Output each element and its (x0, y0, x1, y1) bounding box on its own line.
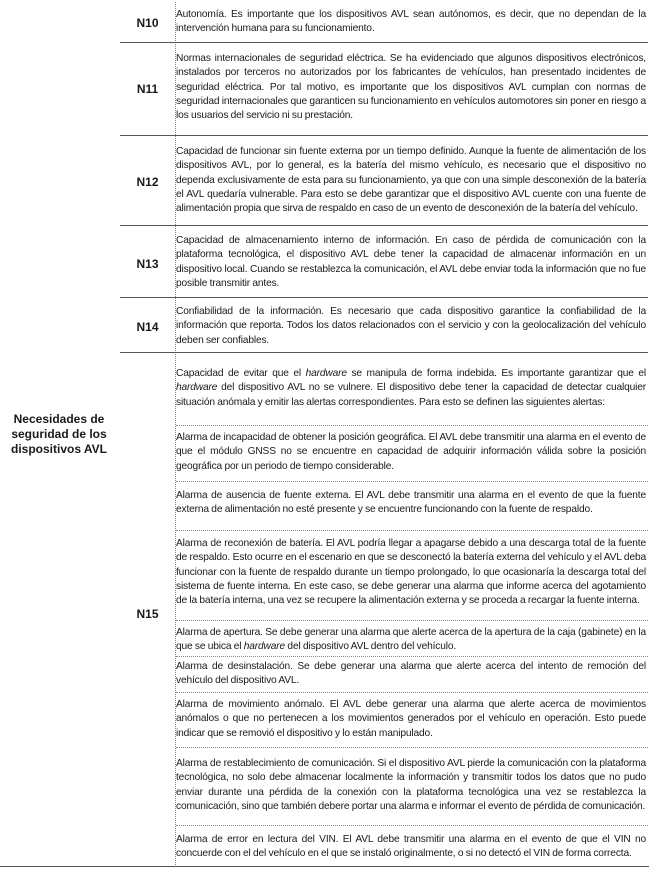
alarm-divider (176, 747, 648, 748)
row-code-n10: N10 (136, 16, 159, 30)
alarm-divider (176, 425, 648, 426)
alarm-gnss: Alarma de incapacidad de obtener la posición geográfica. El AVL debe transmitir una alarma en el evento de que el módulo GNSS no se encuentre en capacidad de adquirir información válida sobre la posición geográfica por un periodo de tiempo considerable. (176, 432, 646, 472)
row-text-n11: Normas internacionales de seguridad eléctrica. Se ha evidenciado que algunos dispositivos electrónicos, instalados por terceros no autorizados por los fabricantes de vehículos, han presentado incidentes de seguridad eléctrica. Por tal motivo, es importante que los dispositivos AVL cumplan con normas de seguridad internacionales que garanticen su funcionamiento en vehículos automotores sin poner en riesgo a los usuarios del servicio ni su prestación. (176, 53, 646, 122)
row-divider (120, 225, 648, 226)
row-text-n14: Confiabilidad de la información. Es necesario que cada dispositivo garantice la confiabilidad de la información que reporta. Todos los datos relacionados con el servicio y con la geolocalización del vehículo deben ser confiables. (176, 306, 646, 346)
row-code-n13: N13 (136, 257, 159, 271)
row-text-n12: Capacidad de funcionar sin fuente externa por un tiempo definido. Aunque la fuente de alimentación de los dispositivos AVL, por lo general, es la batería del mismo vehículo, es necesario que el dispositivo no dependa exclusivamente de esta para su funcionamiento, ya que con una simple desconexión de la batería el AVL quedaría vulnerable. Para esto se debe garantizar que el dispositivo AVL cuente con una fuente de alimentación propia que sirva de respaldo en caso de un evento de desconexión de la batería del vehículo. (176, 146, 646, 215)
category-line-2: seguridad de los (11, 427, 107, 441)
row-code-n12: N12 (136, 175, 159, 189)
alarm-divider (176, 825, 648, 826)
alarm-communication-restore: Alarma de restablecimiento de comunicación. Si el dispositivo AVL pierde la comunicación con la plataforma tecnológica, no solo debe almacenar localmente la información y transmitir todos los datos que no pudo enviar durante una pérdida de la conexión con la plataforma tecnológica una vez se restablezca la comunicación, sino que también debere portar una alarma e informar el evento de pérdida de comunicación. (176, 758, 646, 812)
category-line-3: dispositivos AVL (10, 442, 107, 456)
alarm-divider (176, 481, 648, 482)
category-line-1: Necesidades de (13, 412, 105, 426)
row-divider (120, 297, 648, 298)
alarm-divider (176, 530, 648, 531)
alarm-battery-reconnect: Alarma de reconexión de batería. El AVL podría llegar a apagarse debido a una descarga total de la fuente de respaldo. Esto ocurre en el escenario en que se desconectó la batería externa del vehículo y el AVL deba funcionar con la fuente de respaldo durante un tiempo prolongado, lo que ocasionaría la descarga total del sistema de fuente interna. En este caso, se debe generar una alarma que informe acerca del agotamiento de la batería interna, una vez se recupere la alimentación externa y se proceda a recargar la fuente interna. (176, 538, 646, 607)
row-code-n15: N15 (136, 607, 159, 621)
category-label (0, 412, 118, 457)
alarm-divider (176, 620, 648, 621)
alarm-external-power: Alarma de ausencia de fuente externa. El AVL debe transmitir una alarma en el evento de que la fuente externa de alimentación no esté presente y se encuentre funcionando con la fuente de respaldo. (176, 490, 646, 516)
row-divider (120, 42, 648, 43)
table-bottom-border (0, 866, 649, 867)
n15-intro: Capacidad de evitar que el hardware se manipula de forma indebida. Es importante garantizar que el hardware del dispositivo AVL no se vulnere. El dispositivo debe tener la capacidad de detectar cualquier situación anómala y emitir las alertas correspondientes. Para esto se definen las siguientes alertas: (176, 368, 647, 408)
alarm-opening: Alarma de apertura. Se debe generar una alarma que alerte acerca de la apertura de la caja (gabinete) en la que se ubica el hardware del dispositivo AVL dentro del vehículo. (176, 627, 646, 653)
row-code-n11: N11 (136, 82, 159, 96)
alarm-anomalous-movement: Alarma de movimiento anómalo. El AVL debe generar una alarma que alerte acerca de movimientos anómalos o que no pertenecen a los movimientos generados por el vehículo en operación. Esto puede indicar que se removió el dispositivo y lo están manipulado. (176, 699, 646, 739)
row-text-n13: Capacidad de almacenamiento interno de información. En caso de pérdida de comunicación con la plataforma tecnológica, el dispositivo AVL debe tener la capacidad de almacenar información en un dispositivo local. Cuando se restablezca la comunicación, el AVL debe enviar toda la información que no fue posible transmitir antes. (176, 235, 646, 289)
alarm-uninstall: Alarma de desinstalación. Se debe generar una alarma que alerte acerca del intento de remoción del vehículo del dispositivo AVL. (176, 661, 646, 687)
alarm-divider (176, 656, 648, 657)
row-code-n14: N14 (136, 320, 159, 334)
row-text-n10: Autonomía. Es importante que los dispositivos AVL sean autónomos, es decir, que no dependan de la intervención humana para su funcionamiento. (176, 9, 646, 35)
row-divider (120, 352, 648, 353)
row-divider (120, 135, 648, 136)
alarm-vin-error: Alarma de error en lectura del VIN. El AVL debe transmitir una alarma en el evento de que el VIN no concuerde con el del vehículo en el que se instaló originalmente, o si no detectó el VIN de forma correcta. (176, 834, 646, 860)
alarm-divider (176, 692, 648, 693)
